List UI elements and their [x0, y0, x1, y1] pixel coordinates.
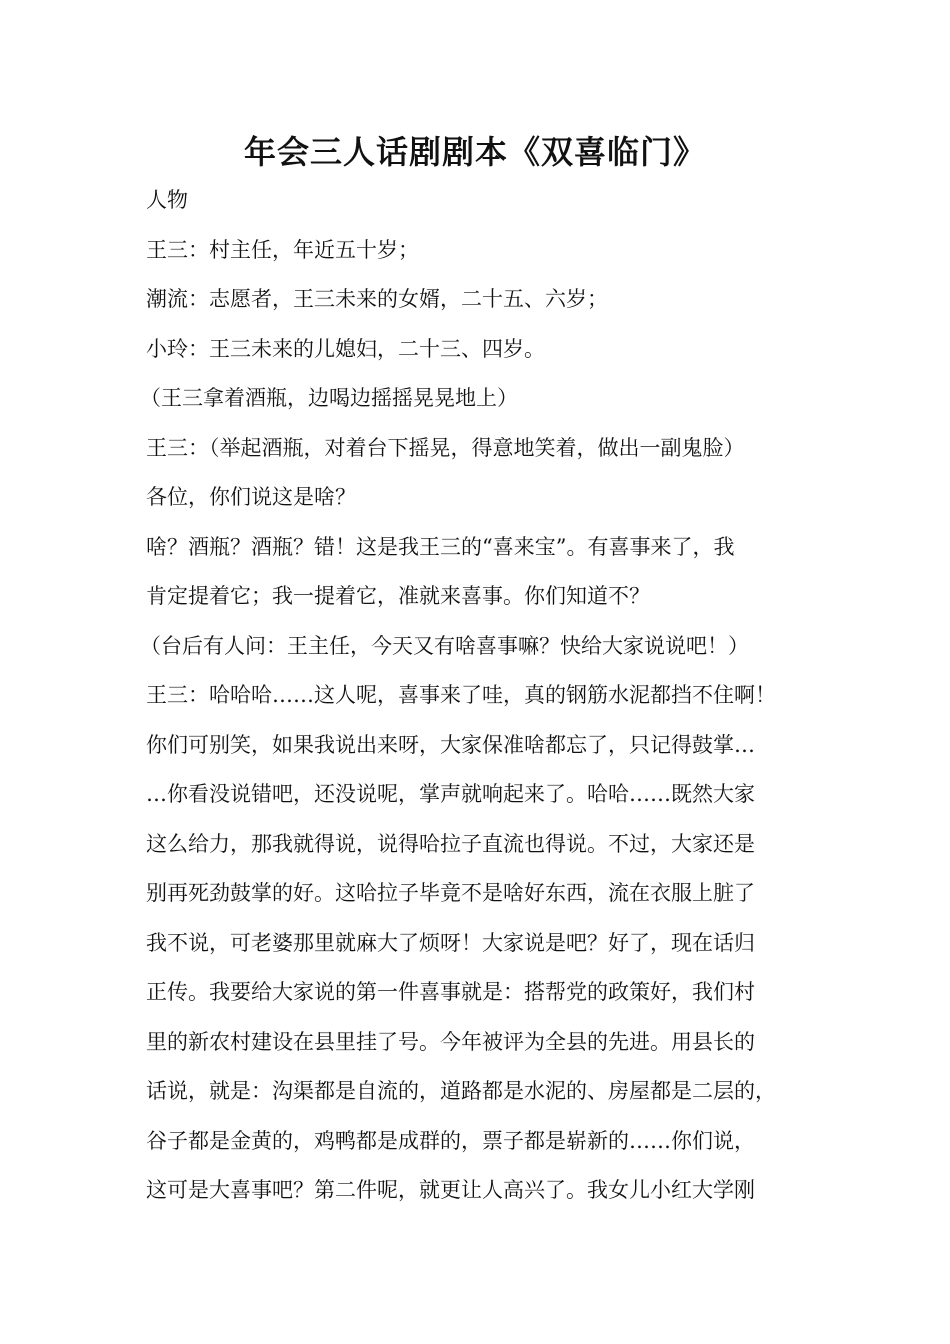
text-line: 各位，你们说这是啥？: [146, 485, 356, 509]
text-line: 王三：哈哈哈……这人呢，喜事来了哇，真的钢筋水泥都挡不住啊！: [146, 683, 776, 707]
text-line: 这么给力，那我就得说，说得哈拉子直流也得说。不过，大家还是: [146, 831, 755, 856]
text-line: 我不说，可老婆那里就麻大了烦呀！大家说是吧？好了，现在话归: [146, 930, 755, 955]
stage-direction: （王三拿着酒瓶，边喝边摇摇晃晃地上）: [140, 386, 518, 410]
text-line: 里的新农村建设在县里挂了号。今年被评为全县的先进。用县长的: [146, 1029, 755, 1054]
text-line: 啥？酒瓶？酒瓶？错！这是我王三的“喜来宝”。有喜事来了，我: [146, 534, 735, 559]
text-line: 王三：（举起酒瓶，对着台下摇晃，得意地笑着，做出一副鬼脸）: [146, 435, 745, 460]
script-body: [140, 176, 810, 1216]
text-line: 话说，就是：沟渠都是自流的，道路都是水泥的、房屋都是二层的，: [146, 1079, 776, 1103]
text-line: 你们可别笑，如果我说出来呀，大家保准啥都忘了，只记得鼓掌…: [146, 732, 755, 757]
text-line: 人物: [146, 188, 188, 212]
text-line: 小玲：王三未来的儿媳妇，二十三、四岁。: [146, 336, 545, 361]
text-line: 肯定提着它；我一提着它，准就来喜事。你们知道不？: [146, 584, 650, 608]
text-line: 王三：村主任，年近五十岁；: [146, 237, 419, 262]
text-line: …你看没说错吧，还没说呢，掌声就响起来了。哈哈……既然大家: [146, 782, 755, 806]
text-line: 别再死劲鼓掌的好。这哈拉子毕竟不是啥好东西，流在衣服上脏了: [146, 881, 755, 905]
text-line: 这可是大喜事吧？第二件呢，就更让人高兴了。我女儿小红大学刚: [146, 1178, 755, 1202]
stage-direction: （台后有人问：王主任，今天又有啥喜事嘛？快给大家说说吧！）: [140, 633, 749, 658]
text-line: 谷子都是金黄的，鸡鸭都是成群的，票子都是崭新的……你们说，: [146, 1128, 755, 1153]
page-title: 年会三人话剧剧本《双喜临门》: [243, 133, 706, 171]
text-line: 潮流：志愿者，王三未来的女婿，二十五、六岁；: [146, 287, 608, 311]
text-line: 正传。我要给大家说的第一件喜事就是：搭帮党的政策好，我们村: [146, 980, 755, 1004]
